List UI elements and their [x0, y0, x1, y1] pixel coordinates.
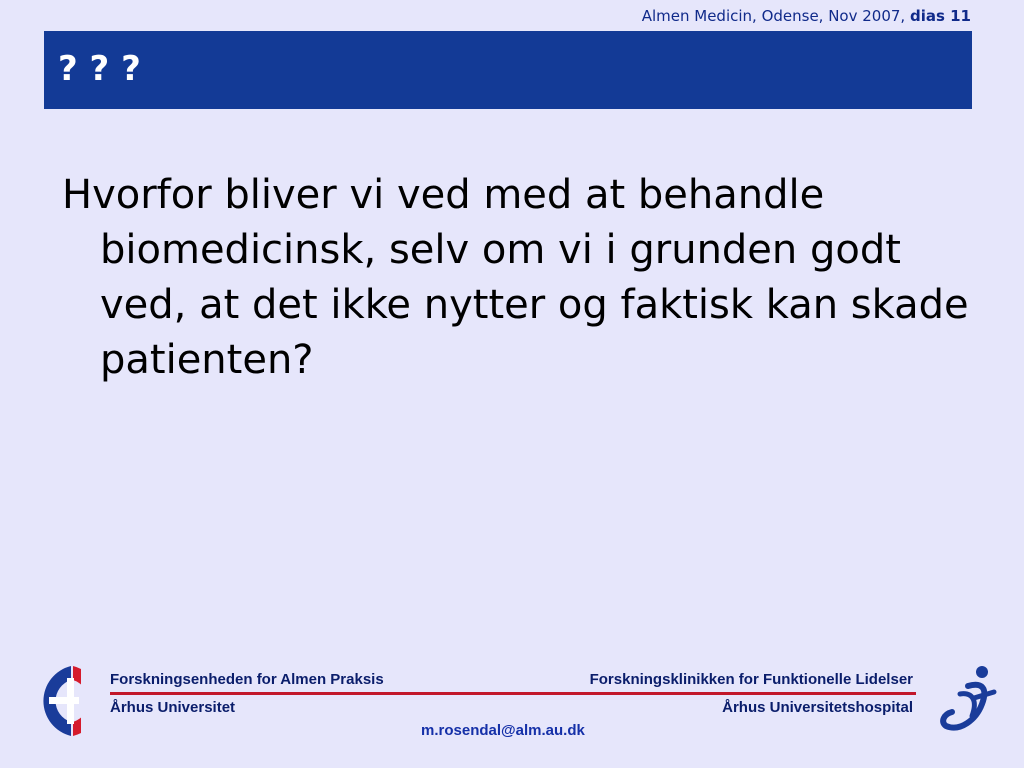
clinic-logo-icon [938, 664, 1000, 736]
title-bar [44, 31, 972, 109]
slide-header-info [642, 7, 971, 25]
slide-number: dias 11 [909, 7, 971, 25]
slide-title: ? ? ? [58, 49, 141, 89]
footer-right-line1: Forskningsklinikken for Funktionelle Lidelser [589, 671, 913, 688]
footer-divider [110, 692, 916, 695]
slide-body-text: Hvorfor bliver vi ved med at behandle biomedicinsk, selv om vi i grunden godt ved, at det ikke nytter og faktisk kan skade patienten? [62, 172, 969, 383]
footer-email-link[interactable]: m.rosendal@alm.au.dk [421, 722, 585, 739]
header-info-text: Almen Medicin, Odense, Nov 2007, [641, 7, 910, 25]
research-unit-logo-icon [31, 664, 81, 738]
footer-right-line2: Århus Universitetshospital [722, 699, 913, 716]
footer-left-line2: Århus Universitet [110, 699, 236, 716]
footer-left-line1: Forskningsenheden for Almen Praksis [110, 671, 384, 688]
